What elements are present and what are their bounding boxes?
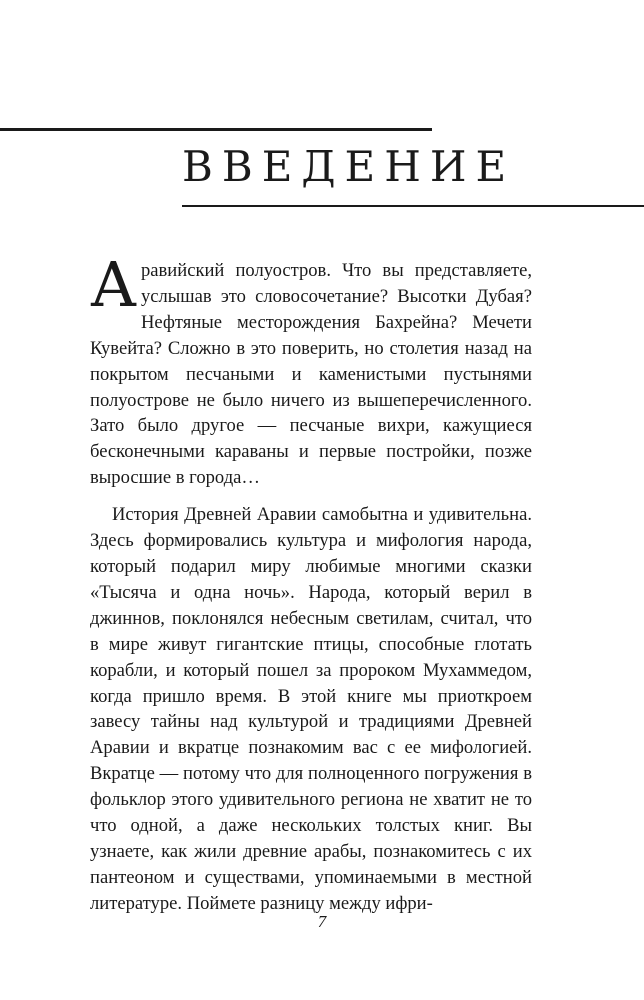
paragraph-1 xyxy=(90,248,532,491)
title-underline-rule xyxy=(182,205,644,207)
chapter-title: ВВЕДЕНИЕ xyxy=(182,142,516,191)
chapter-body xyxy=(90,248,532,917)
paragraph-2: История Древней Аравии самобытна и удивительна. Здесь формировались культура и мифология народа, который подарил миру любимые многими сказки «Тысяча и одна ночь». Народа, который верил в джиннов, поклонялся небесным светилам, считал, что в мире живут гигантские птицы, способные глотать корабли, и который пошел за пророком Мухаммедом, когда пришло время. В этой книге мы приоткроем завесу тайны над культурой и традициями Древней Аравии и вкратце познакомим вас с ее мифологией. Вкратце — потому что для полноценного погружения в фольклор этого удивительного региона не хватит не то что одной, а даже нескольких толстых книг. Вы узнаете, как жили древние арабы, познакомитесь с их пантеоном и существами, упоминаемыми в местной литературе. Поймете разницу между ифри- xyxy=(90,504,532,914)
top-rule xyxy=(0,128,432,131)
drop-cap-letter: А xyxy=(90,248,137,321)
paragraph-1-text: равийский полуостров. Что вы представляете, услышав это словосочетание? Высотки Дубая? Нефтяные месторождения Бахрейна? Мечети Кувейта? Сложно в это поверить, но столетия назад на покрытом песчаными и каменистыми пустынями полуострове не было ничего из вышеперечисленного. Зато было другое — песчаные вихри, кажущиеся бесконечными караваны и первые постройки, позже выросшие в города… xyxy=(90,260,532,489)
page-number: 7 xyxy=(317,912,327,931)
